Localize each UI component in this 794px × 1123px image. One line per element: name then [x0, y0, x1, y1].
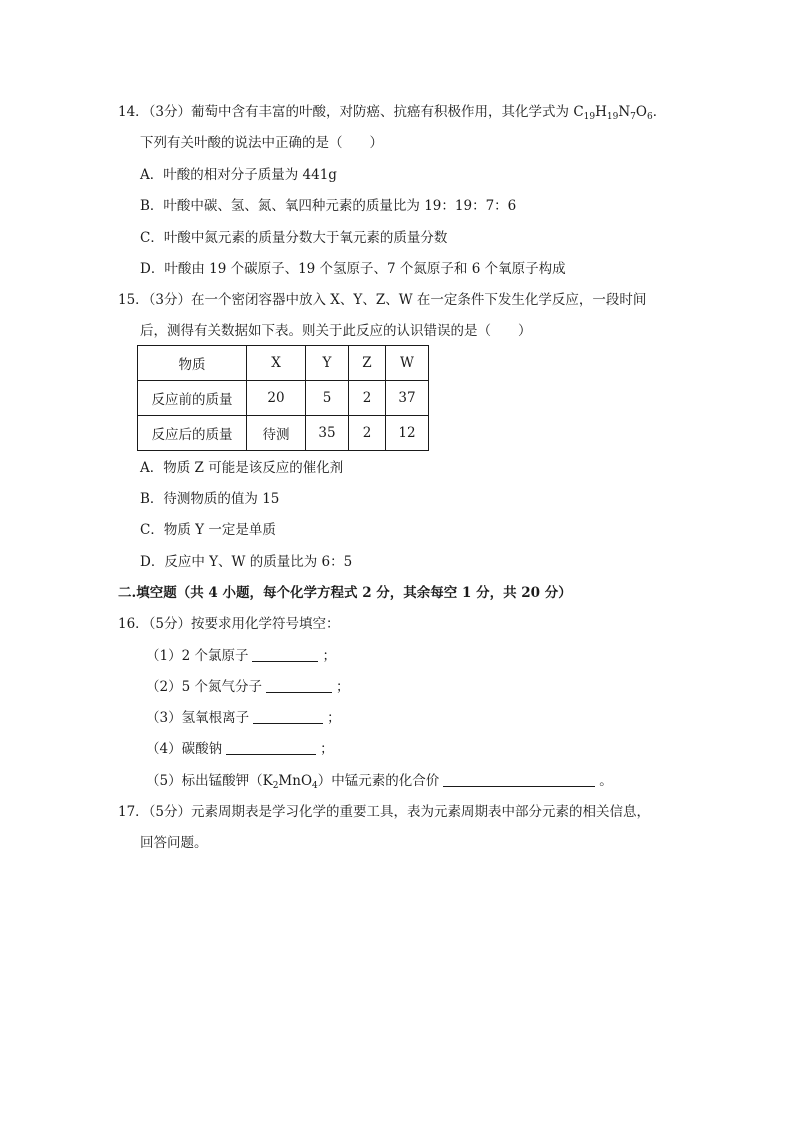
answer-blank[interactable]: [226, 740, 316, 755]
answer-blank[interactable]: [266, 678, 332, 693]
table-header-cell: X: [247, 346, 306, 381]
answer-blank[interactable]: [443, 772, 595, 787]
q16-item-5: （5）标出锰酸钾$(K_2MnO_4)$中锰元素的化合价 。: [146, 773, 613, 791]
table-cell: 反应前的质量: [138, 381, 247, 416]
q16-item-2: （2）5 个氮气分子 ；: [146, 679, 350, 695]
table-cell: 反应后的质量: [138, 416, 247, 451]
q17-stem-line1: 17．（5分）元素周期表是学习化学的重要工具，表为元素周期表中部分元素的相关信息，: [118, 804, 651, 820]
q15-option-b: B．待测物质的值为 15: [140, 491, 280, 507]
q14-stem-prefix: 14．（3分）葡萄中含有丰富的叶酸，对防癌、抗癌有积极作用，其化学式为: [118, 104, 574, 120]
table-cell: 2: [349, 381, 386, 416]
table-cell: 20: [247, 381, 306, 416]
q15-data-table: [137, 345, 429, 451]
table-cell: 35: [306, 416, 349, 451]
table-header-cell: Y: [306, 346, 349, 381]
table-header-cell: W: [386, 346, 429, 381]
answer-blank[interactable]: [253, 709, 323, 724]
table-row: [138, 416, 429, 451]
q15-option-c: C．物质 Y 一定是单质: [140, 522, 276, 538]
q14-option-d: D．叶酸由 19 个碳原子、19 个氢原子、7 个氮原子和 6 个氧原子构成: [140, 261, 566, 277]
q16-item-4: （4）碳酸钠 ；: [146, 741, 334, 757]
table-cell: 37: [386, 381, 429, 416]
q14-option-b: B．叶酸中碳、氢、氮、氧四种元素的质量比为 19：19：7：6: [140, 198, 517, 214]
q15-stem-line1: 15．（3分）在一个密闭容器中放入 X、Y、Z、W 在一定条件下发生化学反应，一段时间: [118, 292, 647, 308]
q14-option-a: A．叶酸的相对分子质量为 441g: [140, 167, 337, 183]
q16-stem: 16．（5分）按要求用化学符号填空：: [118, 616, 340, 632]
q14-formula: $C_{19}H_{19}N_7O_6$: [573, 104, 653, 122]
q14-option-c: C．叶酸中氮元素的质量分数大于氧元素的质量分数: [140, 230, 448, 246]
table-cell: 2: [349, 416, 386, 451]
table-header-row: [138, 346, 429, 381]
q16-item-1: （1）2 个氯原子 ；: [146, 648, 336, 664]
q16-item-3: （3）氢氧根离子 ；: [146, 710, 341, 726]
q14-stem: 14．（3分）葡萄中含有丰富的叶酸，对防癌、抗癌有积极作用，其化学式为 $C_{19}H_{19}N_7O_6$．: [118, 104, 667, 122]
table-cell: 5: [306, 381, 349, 416]
q14-stem-line2: 下列有关叶酸的说法中正确的是（ ）: [140, 135, 383, 151]
table-row: [138, 381, 429, 416]
table-header-cell: 物质: [138, 346, 247, 381]
q15-option-d: D．反应中 Y、W 的质量比为 6：5: [140, 554, 353, 570]
q15-option-a: A．物质 Z 可能是该反应的催化剂: [140, 460, 344, 476]
answer-blank[interactable]: [252, 647, 318, 662]
q15-stem-line2: 后，测得有关数据如下表。则关于此反应的认识错误的是（ ）: [140, 323, 532, 339]
table-header-cell: Z: [349, 346, 386, 381]
q17-stem-line2: 回答问题。: [140, 835, 208, 851]
table-cell: 待测: [247, 416, 306, 451]
section-heading: 二.填空题（共 4 小题，每个化学方程式 2 分，其余每空 1 分，共 20 分）: [118, 585, 572, 601]
table-cell: 12: [386, 416, 429, 451]
